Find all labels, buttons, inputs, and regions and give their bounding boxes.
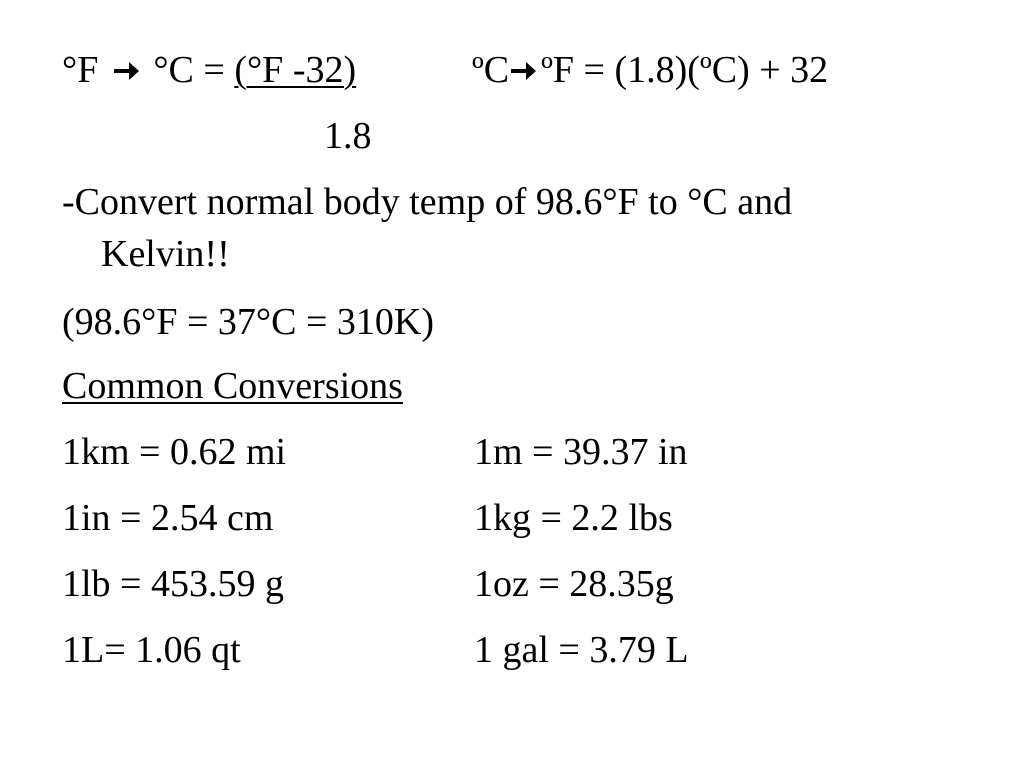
conversion-left: 1km = 0.62 mi xyxy=(62,431,287,473)
answer-line: (98.6°F = 37°C = 310K) xyxy=(62,301,434,343)
f-to-c-denominator: 1.8 xyxy=(324,115,372,157)
c-to-f-formula xyxy=(472,48,828,92)
c-to-f-expression: ºF = (1.8)(ºC) + 32 xyxy=(541,49,829,91)
f-to-c-numerator: (°F -32) xyxy=(234,49,357,91)
problem-line-2: Kelvin!! xyxy=(101,233,230,275)
c-to-f-from-unit: ºC xyxy=(472,49,510,91)
conversion-row xyxy=(62,430,286,474)
conversion-right: 1kg = 2.2 lbs xyxy=(474,497,673,539)
right-arrow-icon xyxy=(112,58,140,84)
right-arrow-icon xyxy=(509,58,537,84)
conversion-left: 1lb = 453.59 g xyxy=(62,563,284,605)
conversion-right: 1oz = 28.35g xyxy=(474,563,674,605)
problem-line-1: -Convert normal body temp of 98.6°F to °C and xyxy=(62,181,793,223)
conversion-left: 1in = 2.54 cm xyxy=(62,497,274,539)
f-to-c-to-unit: °C = xyxy=(153,49,225,91)
conversion-left: 1L= 1.06 qt xyxy=(62,629,241,671)
formula-line xyxy=(62,48,356,92)
conversions-heading: Common Conversions xyxy=(62,365,403,407)
f-to-c-from-unit: °F xyxy=(62,49,99,91)
conversion-row xyxy=(62,628,241,672)
conversion-row xyxy=(62,496,273,540)
conversion-right: 1 gal = 3.79 L xyxy=(474,629,689,671)
conversion-right: 1m = 39.37 in xyxy=(474,431,688,473)
conversion-row xyxy=(62,562,284,606)
